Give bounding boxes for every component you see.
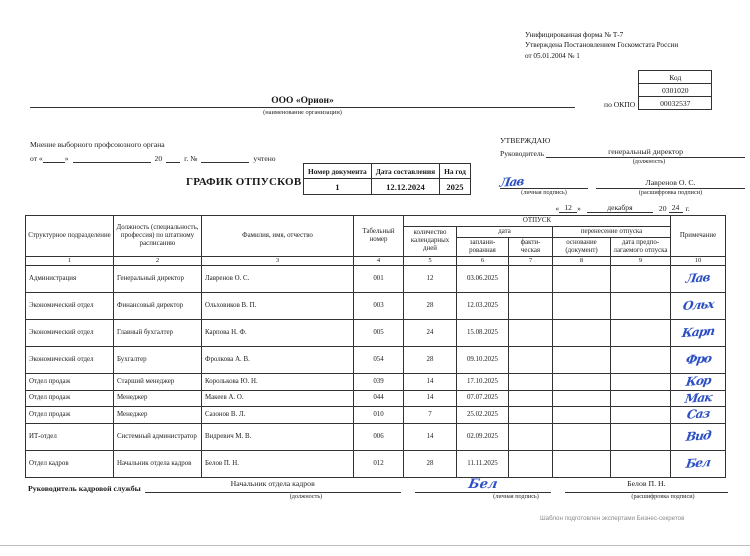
colnum-2: 2	[114, 256, 202, 265]
footer-signature-caption: (личная подпись)	[493, 493, 539, 500]
cell-proposed-date	[611, 407, 671, 424]
cell-full-name: Карпова Н. Ф.	[202, 319, 354, 346]
cell-note-signature	[671, 319, 726, 346]
approval-signature-mark	[500, 174, 523, 189]
table-row	[26, 265, 726, 292]
cell-personnel-number: 044	[354, 390, 404, 407]
cell-personnel-number: 039	[354, 373, 404, 390]
union-opinion-title: Мнение выборного профсоюзного органа	[30, 140, 165, 149]
cell-position: Финансовый директор	[114, 292, 202, 319]
cell-note-signature	[671, 390, 726, 407]
approval-block	[500, 136, 745, 213]
table-row	[26, 407, 726, 424]
cell-full-name: Королькова Ю. Н.	[202, 373, 354, 390]
okpo-label: по ОКПО	[604, 100, 636, 109]
signature-glyph: Карп	[681, 323, 716, 340]
cell-actual-date	[509, 319, 553, 346]
union-prefix: от «	[30, 154, 43, 163]
header-col-3: Фамилия, имя, отчество	[202, 216, 354, 257]
approval-date-month: декабря	[587, 203, 653, 213]
cell-proposed-date	[611, 292, 671, 319]
colnum-7: 7	[509, 256, 553, 265]
form-code-value: 0301020	[639, 84, 712, 97]
table-header	[26, 216, 726, 266]
cell-planned-date: 17.10.2025	[457, 373, 509, 390]
header-col-8: основание (документ)	[553, 237, 611, 256]
cell-full-name: Лавренов О. С.	[202, 265, 354, 292]
cell-full-name: Белов П. Н.	[202, 451, 354, 478]
cell-note-signature	[671, 424, 726, 451]
cell-actual-date	[509, 346, 553, 373]
union-day-blank	[43, 162, 65, 163]
cell-planned-date: 11.11.2025	[457, 451, 509, 478]
doc-date-value: 12.12.2024	[371, 179, 439, 195]
cell-department: Экономический отдел	[26, 319, 114, 346]
header-col-4: Табельный номер	[354, 216, 404, 257]
doc-date-header: Дата составления	[371, 164, 439, 179]
table-row	[26, 373, 726, 390]
footer-signature-line	[415, 479, 551, 493]
union-year-suffix: г. №	[184, 154, 198, 163]
cell-position: Начальник отдела кадров	[114, 451, 202, 478]
header-col-6: заплани- рованная	[457, 237, 509, 256]
colnum-1: 1	[26, 256, 114, 265]
cell-transfer-basis	[553, 346, 611, 373]
cell-proposed-date	[611, 424, 671, 451]
colnum-5: 5	[404, 256, 457, 265]
cell-actual-date	[509, 424, 553, 451]
cell-planned-date: 15.08.2025	[457, 319, 509, 346]
approval-signature-caption: (личная подпись)	[521, 189, 567, 196]
cell-transfer-basis	[553, 407, 611, 424]
cell-position: Менеджер	[114, 390, 202, 407]
approval-heading: УТВЕРЖДАЮ	[500, 136, 551, 145]
colnum-8: 8	[553, 256, 611, 265]
header-transfer-group: перенесение отпуска	[553, 226, 671, 237]
signature-glyph: Бел	[685, 455, 712, 472]
organization-name: ООО «Орион»	[30, 96, 575, 108]
cell-personnel-number: 001	[354, 265, 404, 292]
header-col-1: Структурное подразделение	[26, 216, 114, 257]
cell-position: Системный администратор	[114, 424, 202, 451]
approval-captions-row	[500, 189, 745, 196]
cell-personnel-number: 054	[354, 346, 404, 373]
doc-number-header: Номер документа	[304, 164, 372, 179]
page-title: ГРАФИК ОТПУСКОВ	[186, 176, 302, 188]
union-year-blank	[166, 162, 180, 163]
footer-signature-glyph: Бел	[466, 477, 499, 492]
cell-calendar-days: 24	[404, 319, 457, 346]
approval-position-value: генеральный директор	[546, 147, 745, 158]
cell-planned-date: 03.06.2025	[457, 265, 509, 292]
doc-number-value: 1	[304, 179, 372, 195]
cell-full-name: Ольховиков В. П.	[202, 292, 354, 319]
cell-department: ИТ-отдел	[26, 424, 114, 451]
cell-planned-date: 02.09.2025	[457, 424, 509, 451]
vacation-schedule-table	[25, 215, 726, 478]
approval-ruk-label: Руководитель	[500, 149, 545, 158]
cell-planned-date: 12.03.2025	[457, 292, 509, 319]
cell-full-name: Сазонов В. Л.	[202, 407, 354, 424]
code-header: Код	[639, 71, 712, 84]
cell-transfer-basis	[553, 265, 611, 292]
cell-transfer-basis	[553, 390, 611, 407]
form-meta	[525, 30, 678, 61]
table-row	[26, 424, 726, 451]
colnum-3: 3	[202, 256, 354, 265]
signature-glyph: Саз	[686, 406, 711, 423]
cell-note-signature	[671, 407, 726, 424]
cell-full-name: Макеев А. О.	[202, 390, 354, 407]
cell-proposed-date	[611, 265, 671, 292]
cell-calendar-days: 28	[404, 451, 457, 478]
cell-note-signature	[671, 346, 726, 373]
cell-department: Экономический отдел	[26, 346, 114, 373]
cell-department: Отдел кадров	[26, 451, 114, 478]
cell-transfer-basis	[553, 424, 611, 451]
approval-date-year-prefix: 20	[658, 204, 667, 213]
cell-department: Отдел продаж	[26, 390, 114, 407]
cell-personnel-number: 010	[354, 407, 404, 424]
column-number-row	[26, 256, 726, 265]
approval-name-caption: (расшифровка подписи)	[638, 189, 703, 196]
cell-calendar-days: 28	[404, 346, 457, 373]
signature-glyph: Ольх	[681, 296, 715, 313]
cell-full-name: Видревич М. В.	[202, 424, 354, 451]
doc-year-value: 2025	[440, 179, 471, 195]
footer-captions-row	[28, 493, 728, 500]
signature-glyph: Лав	[685, 270, 711, 286]
approval-position-caption-row	[500, 158, 745, 165]
footer-name-caption: (расшифровка подписи)	[631, 493, 695, 500]
cell-calendar-days: 28	[404, 292, 457, 319]
union-accounted: учтено	[253, 154, 276, 163]
cell-planned-date: 25.02.2025	[457, 407, 509, 424]
header-col-5: количество календарных дней	[404, 226, 457, 256]
cell-transfer-basis	[553, 292, 611, 319]
approval-date-year: 24	[669, 203, 683, 213]
approval-position-caption: (должность)	[632, 158, 666, 165]
approval-position-row	[500, 147, 745, 158]
union-number-blank	[201, 162, 249, 163]
union-year-prefix: 20	[154, 154, 163, 163]
footer-label: Руководитель кадровой службы	[28, 484, 141, 493]
hr-head-signature-row	[28, 479, 728, 493]
cell-actual-date	[509, 390, 553, 407]
cell-position: Бухгалтер	[114, 346, 202, 373]
cell-position: Старший менеджер	[114, 373, 202, 390]
header-col-10: Примечание	[671, 216, 726, 257]
approval-date-day: 12	[559, 203, 577, 213]
cell-planned-date: 07.07.2025	[457, 390, 509, 407]
cell-calendar-days: 12	[404, 265, 457, 292]
cell-position: Менеджер	[114, 407, 202, 424]
colnum-9: 9	[611, 256, 671, 265]
table-row	[26, 292, 726, 319]
cell-proposed-date	[611, 319, 671, 346]
cell-personnel-number: 006	[354, 424, 404, 451]
union-month-blank	[73, 162, 151, 163]
footer-position-value: Начальник отдела кадров	[145, 479, 401, 493]
form-meta-line-3: от 05.01.2004 № 1	[525, 51, 580, 60]
colnum-10: 10	[671, 256, 726, 265]
cell-proposed-date	[611, 451, 671, 478]
table-body	[26, 265, 726, 477]
cell-department: Отдел продаж	[26, 373, 114, 390]
cell-calendar-days: 14	[404, 390, 457, 407]
header-col-2: Должность (специальность, профессия) по штатному расписанию	[114, 216, 202, 257]
cell-proposed-date	[611, 373, 671, 390]
header-otpusk-group: ОТПУСК	[404, 216, 671, 227]
colnum-4: 4	[354, 256, 404, 265]
okpo-code-value: 00032537	[639, 97, 712, 110]
table-row	[26, 346, 726, 373]
signature-glyph: Мак	[683, 389, 713, 406]
cell-note-signature	[671, 373, 726, 390]
cell-calendar-days: 7	[404, 407, 457, 424]
approval-date-suffix: г.	[685, 204, 690, 213]
doc-year-header: На год	[440, 164, 471, 179]
colnum-6: 6	[457, 256, 509, 265]
approval-signature-line	[500, 174, 588, 189]
table-row	[26, 451, 726, 478]
cell-proposed-date	[611, 390, 671, 407]
okpo-block	[604, 70, 712, 110]
cell-actual-date	[509, 265, 553, 292]
approval-name-value: Лавренов О. С.	[596, 178, 745, 189]
cell-note-signature	[671, 451, 726, 478]
cell-transfer-basis	[553, 451, 611, 478]
table-row	[26, 390, 726, 407]
approval-signature-row	[500, 174, 745, 189]
cell-department: Экономический отдел	[26, 292, 114, 319]
cell-calendar-days: 14	[404, 424, 457, 451]
cell-transfer-basis	[553, 373, 611, 390]
cell-personnel-number: 003	[354, 292, 404, 319]
footer-name-value: Белов П. Н.	[565, 479, 728, 493]
cell-department: Отдел продаж	[26, 407, 114, 424]
approval-date-row: « 12 » декабря 20 24 г.	[555, 203, 690, 213]
table-row	[26, 319, 726, 346]
header-date-group: дата	[457, 226, 553, 237]
union-opinion-date-row	[30, 154, 276, 163]
header-col-9: дата предпо- лагаемого отпуска	[611, 237, 671, 256]
cell-note-signature	[671, 292, 726, 319]
watermark-text: Шаблон подготовлен экспертами Бизнес-секретов	[540, 515, 685, 522]
bottom-divider	[0, 545, 750, 546]
cell-position: Генеральный директор	[114, 265, 202, 292]
footer-position-caption: (должность)	[289, 493, 323, 500]
cell-calendar-days: 14	[404, 373, 457, 390]
code-table	[638, 70, 712, 110]
header-col-7: факти- ческая	[509, 237, 553, 256]
cell-personnel-number: 012	[354, 451, 404, 478]
cell-actual-date	[509, 407, 553, 424]
cell-full-name: Фролкова А. В.	[202, 346, 354, 373]
cell-position: Главный бухгалтер	[114, 319, 202, 346]
cell-transfer-basis	[553, 319, 611, 346]
cell-department: Администрация	[26, 265, 114, 292]
signature-glyph: Кор	[684, 372, 712, 389]
union-quote-close: »	[64, 154, 69, 163]
form-meta-line-1: Унифицированная форма № Т-7	[525, 31, 624, 39]
document-info-table	[303, 163, 471, 195]
cell-personnel-number: 005	[354, 319, 404, 346]
cell-actual-date	[509, 292, 553, 319]
organization-caption: (наименование организации)	[263, 109, 342, 116]
signature-glyph: Лав	[498, 174, 525, 190]
cell-actual-date	[509, 451, 553, 478]
signature-glyph: Вид	[684, 428, 712, 445]
signature-glyph: Фро	[684, 350, 712, 367]
cell-proposed-date	[611, 346, 671, 373]
cell-planned-date: 09.10.2025	[457, 346, 509, 373]
cell-note-signature	[671, 265, 726, 292]
cell-actual-date	[509, 373, 553, 390]
form-meta-line-2: Утверждена Постановлением Госкомстата России	[525, 41, 679, 50]
